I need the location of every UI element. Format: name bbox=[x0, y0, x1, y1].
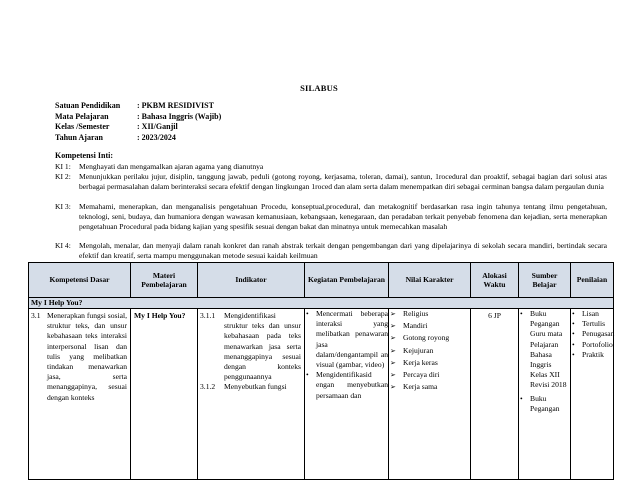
indikator-text: Menyebutkan fungsi bbox=[224, 382, 287, 392]
indikator-cell bbox=[198, 309, 305, 480]
identity-row bbox=[55, 112, 221, 123]
alokasi-text: 6 JP bbox=[488, 311, 501, 320]
ki-item bbox=[55, 172, 607, 192]
bullet-icon: • bbox=[572, 309, 575, 318]
arrow-bullet-icon: ➢ bbox=[390, 383, 396, 392]
header-indikator: Indikator bbox=[198, 263, 305, 298]
materi-cell bbox=[131, 309, 198, 480]
document-title: SILABUS bbox=[300, 83, 338, 93]
nilai-cell bbox=[389, 309, 471, 480]
ki-number: KI 2: bbox=[55, 172, 71, 181]
ki-item bbox=[55, 162, 607, 172]
section-row bbox=[29, 298, 614, 309]
arrow-bullet-icon: ➢ bbox=[390, 371, 396, 380]
list-item: • Mengidentifikasid engan menyebutkan persamaan dan bbox=[306, 370, 388, 400]
indikator-number: 3.1.1 bbox=[200, 311, 216, 320]
arrow-bullet-icon: ➢ bbox=[390, 334, 396, 343]
list-item: • Portofolio bbox=[572, 339, 613, 349]
ki-item bbox=[55, 241, 607, 261]
identity-label: Satuan Pendidikan bbox=[55, 101, 121, 110]
kd-text: Menerapkan fungsi sosial, struktur teks, dan unsur kebahasaan teks interaksi interpersonal lisan dan tulis yang melibatkan tindakan menawarkan jasa, serta menanggapinya, sesuai dengan konteks bbox=[47, 311, 127, 402]
header-kompetensi-dasar: Kompetensi Dasar bbox=[29, 263, 131, 298]
header-materi: Materi Pembelajaran bbox=[131, 263, 198, 298]
list-item: • Praktik bbox=[572, 349, 604, 359]
bullet-icon: • bbox=[520, 393, 523, 403]
ki-text: Mengolah, menalar, dan menyaji dalam ranah konkret dan ranah abstrak terkait dengan pengembangan dari yang dipelajarinya di sekolah secara mandiri, bertindak secara efektif dan kreatif, serta mampu menggunakan metode sesuai kaidah keilmuan bbox=[79, 241, 607, 260]
list-item: ➢ Kerja keras bbox=[390, 357, 438, 367]
identity-label: Kelas /Semester bbox=[55, 122, 110, 132]
sumber-list bbox=[519, 309, 570, 414]
table-row bbox=[29, 309, 614, 480]
ki-text: Memahami, menerapkan, dan menganalisis pengetahuan Procedu, konseptual,procedural, dan metakognitif berdasarkan rasa ingin tahunya tentang ilmu pengetahuan, teknologi, seni, budaya, dan humaniora dengan wawasan kemanusiaan, kebangsaan, kenegaraan, dan peradaban terkait penyebab fenomena dan kejadian, serta menerapkan pengetahuan Procedural pada bidang kajian yang spesifik sesuai dengan bakat dan minatnya untuk memecahkan masalah bbox=[79, 202, 607, 231]
penilaian-cell bbox=[571, 309, 614, 480]
arrow-bullet-icon: ➢ bbox=[390, 358, 396, 367]
header-nilai-karakter: Nilai Karakter bbox=[389, 263, 471, 298]
identity-value: : XII/Ganjil bbox=[137, 122, 178, 132]
list-item: • Tertulis bbox=[572, 319, 606, 329]
bullet-icon: • bbox=[572, 339, 575, 349]
header-sumber-belajar: Sumber Belajar bbox=[519, 263, 571, 298]
indikator-text: Mengidentifikasi struktur teks dan unsur kebahasaan pada teks menawarkan jasa serta menanggapinya sesuai dengan konteks penggunaannya bbox=[224, 311, 301, 382]
table-header-row bbox=[29, 263, 614, 298]
list-item: • Mencermati beberapa interaksi yang melibatkan penawaran jasa dalam/dengantampil an visual (gambar, video) bbox=[306, 309, 388, 370]
identity-row bbox=[55, 133, 221, 144]
syllabus-table bbox=[28, 262, 614, 480]
alokasi-cell bbox=[471, 309, 519, 480]
bullet-icon: • bbox=[306, 370, 309, 380]
header-kegiatan: Kegiatan Pembelajaran bbox=[305, 263, 389, 298]
identity-label: Mata Pelajaran bbox=[55, 111, 109, 121]
penilaian-list bbox=[571, 309, 613, 360]
materi-text: My I Help You? bbox=[134, 311, 186, 320]
ki-item bbox=[55, 202, 607, 232]
arrow-bullet-icon: ➢ bbox=[390, 346, 396, 355]
arrow-bullet-icon: ➢ bbox=[390, 310, 396, 318]
section-title: My I Help You? bbox=[29, 298, 614, 309]
kd-cell bbox=[29, 309, 131, 480]
header-penilaian: Penilaian bbox=[571, 263, 614, 298]
identity-row bbox=[55, 122, 221, 133]
indikator-number: 3.1.2 bbox=[200, 382, 216, 392]
bullet-icon: • bbox=[572, 329, 575, 339]
bullet-icon: • bbox=[572, 319, 575, 329]
list-item: ➢ Kerja sama bbox=[390, 382, 438, 392]
list-item: ➢ Gotong royong bbox=[390, 333, 450, 343]
identity-value: : 2023/2024 bbox=[137, 132, 176, 142]
list-item: ➢ Religius bbox=[390, 309, 429, 318]
arrow-bullet-icon: ➢ bbox=[390, 322, 396, 331]
sumber-cell bbox=[519, 309, 571, 480]
kegiatan-cell bbox=[305, 309, 389, 480]
list-item: • Penugasan bbox=[572, 329, 615, 339]
identity-row bbox=[55, 101, 221, 112]
ki-heading: Kompetensi Inti: bbox=[55, 151, 113, 160]
list-item: ➢ Percaya diri bbox=[390, 370, 440, 380]
list-item: • Lisan bbox=[572, 309, 599, 318]
header-alokasi-waktu: Alokasi Waktu bbox=[471, 263, 519, 298]
ki-number: KI 1: bbox=[55, 162, 71, 171]
ki-number: KI 4: bbox=[55, 241, 71, 250]
identity-value: : PKBM RESIDIVIST bbox=[137, 101, 214, 110]
list-item: ➢ Mandiri bbox=[390, 321, 428, 331]
bullet-icon: • bbox=[306, 309, 309, 318]
list-item: ➢ Kejujuran bbox=[390, 345, 434, 355]
bullet-icon: • bbox=[520, 309, 523, 318]
bullet-icon: • bbox=[572, 349, 575, 359]
kegiatan-list bbox=[305, 309, 388, 401]
ki-text: Menghayati dan mengamalkan ajaran agama yang dianutnya bbox=[79, 162, 264, 171]
identity-value: : Bahasa Inggris (Wajib) bbox=[137, 111, 222, 121]
ki-text: Menunjukkan perilaku jujur, disiplin, tanggung jawab, peduli (gotong royong, kerjasama, toleran, damai), santun, 1rocedural dan proaktif, sebagai bagian dari solusi atas berbagai permasalahan dalam berinteraksi secara efektif dengan lingkungan 1roced dan alam serta dalam menempatkan diri sebagai cerminan bangsa dalam pergaulan dunia bbox=[79, 172, 607, 191]
list-item: • Buku Pegangan Guru mata Pelajaran Bahasa Inggris Kelas XII Revisi 2018 bbox=[520, 309, 567, 390]
nilai-list bbox=[389, 309, 470, 392]
identity-label: Tahun Ajaran bbox=[55, 132, 103, 142]
list-item: • Buku Pegangan bbox=[520, 393, 560, 413]
kd-number: 3.1 bbox=[31, 311, 41, 320]
identity-table bbox=[55, 101, 221, 143]
ki-number: KI 3: bbox=[55, 202, 71, 211]
